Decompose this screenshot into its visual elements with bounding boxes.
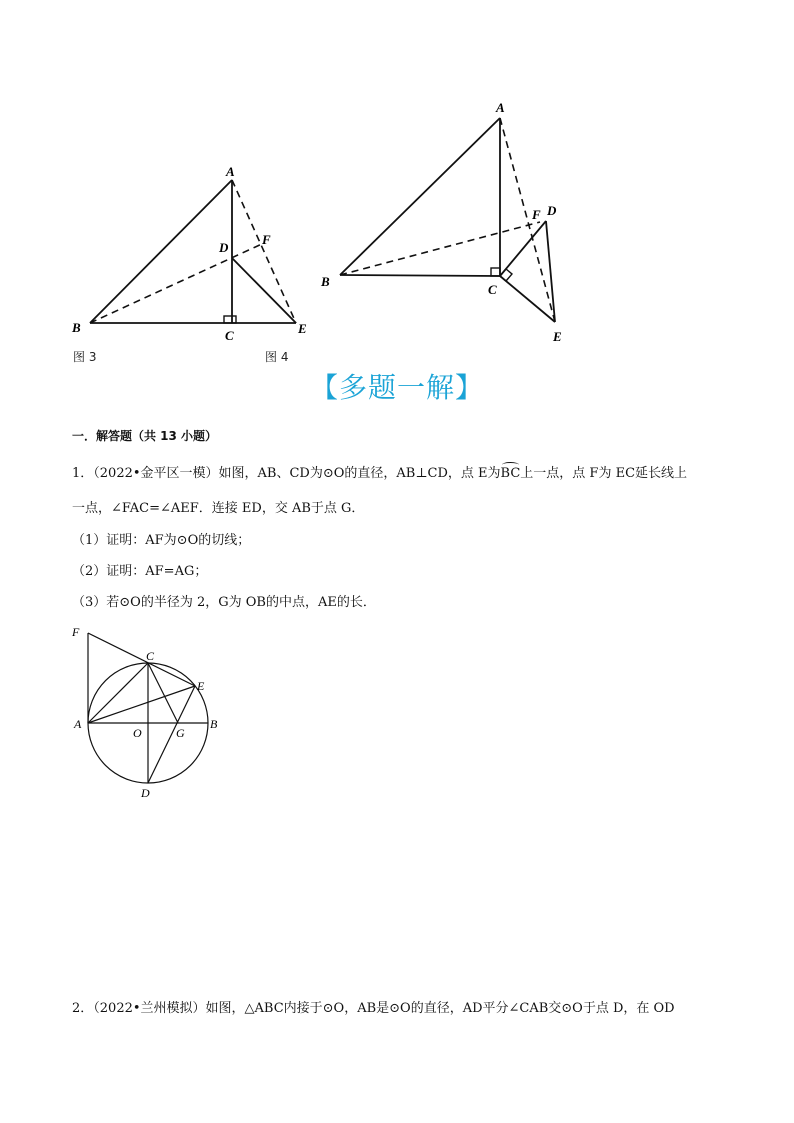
- segment-AB: [340, 118, 500, 275]
- label-C: C: [225, 328, 234, 343]
- figure-question-1: [65, 620, 230, 805]
- label-D: D: [547, 203, 557, 218]
- question-1-sub-2: （2）证明：AF=AG；: [72, 564, 208, 579]
- label-F: F: [532, 207, 541, 222]
- figure-4-caption: 图 4: [265, 350, 289, 364]
- segment-CD: [500, 221, 546, 276]
- arc-bc: BC: [500, 466, 521, 481]
- segment-AC: [88, 663, 148, 723]
- label-B: B: [210, 717, 218, 731]
- right-angle-mark-c: [491, 268, 500, 276]
- right-angle-mark: [224, 316, 236, 323]
- dashed-segment-AE: [232, 180, 296, 323]
- segment-AE: [88, 686, 195, 723]
- label-E: E: [298, 321, 307, 336]
- segment-AB: [90, 180, 232, 323]
- section-heading: 一．解答题（共 13 小题）: [72, 429, 218, 443]
- segment-DE: [232, 258, 296, 323]
- figure-3-caption: 图 3: [73, 350, 97, 364]
- label-D: D: [219, 240, 229, 255]
- label-G: G: [176, 726, 185, 740]
- label-F: F: [72, 625, 80, 639]
- dashed-segment-BF: [340, 222, 540, 275]
- label-D: D: [141, 786, 150, 800]
- question-1-text-pre: 1．（2022•金平区一模）如图，AB、CD为⊙O的直径，AB⊥CD，点 E为: [72, 466, 501, 481]
- question-1-text-post: 上一点，点 F为 EC延长线上: [520, 466, 688, 481]
- label-A: A: [496, 100, 505, 115]
- label-A: A: [226, 164, 235, 179]
- figure-3: [60, 160, 320, 345]
- label-B: B: [321, 274, 330, 289]
- dashed-segment-AE: [500, 118, 555, 322]
- label-C: C: [146, 649, 155, 663]
- question-1-sub-3: （3）若⊙O的半径为 2，G为 OB的中点，AE的长．: [72, 595, 376, 610]
- question-1-line-1: [72, 465, 687, 483]
- question-1-line-2: 一点，∠FAC=∠AEF．连接 ED，交 AB于点 G．: [72, 501, 365, 516]
- label-A: A: [74, 717, 82, 731]
- question-2-line-1: 2．（2022•兰州模拟）如图，△ABC内接于⊙O，AB是⊙O的直径，AD平分∠CAB交⊙O于点 D，在 OD: [72, 1001, 675, 1016]
- label-B: B: [72, 320, 81, 335]
- segment-CE: [500, 276, 555, 322]
- label-E: E: [197, 679, 205, 693]
- figure-4: [315, 95, 585, 350]
- segment-FE: [88, 633, 195, 686]
- dashed-segment-BF: [90, 243, 264, 323]
- question-1-sub-1: （1）证明：AF为⊙O的切线；: [72, 533, 251, 548]
- label-F: F: [262, 232, 271, 247]
- section-banner: 【多题一解】: [309, 371, 484, 404]
- label-O: O: [133, 726, 142, 740]
- segment-BC: [340, 275, 500, 276]
- label-E: E: [553, 329, 562, 344]
- label-C: C: [488, 282, 497, 297]
